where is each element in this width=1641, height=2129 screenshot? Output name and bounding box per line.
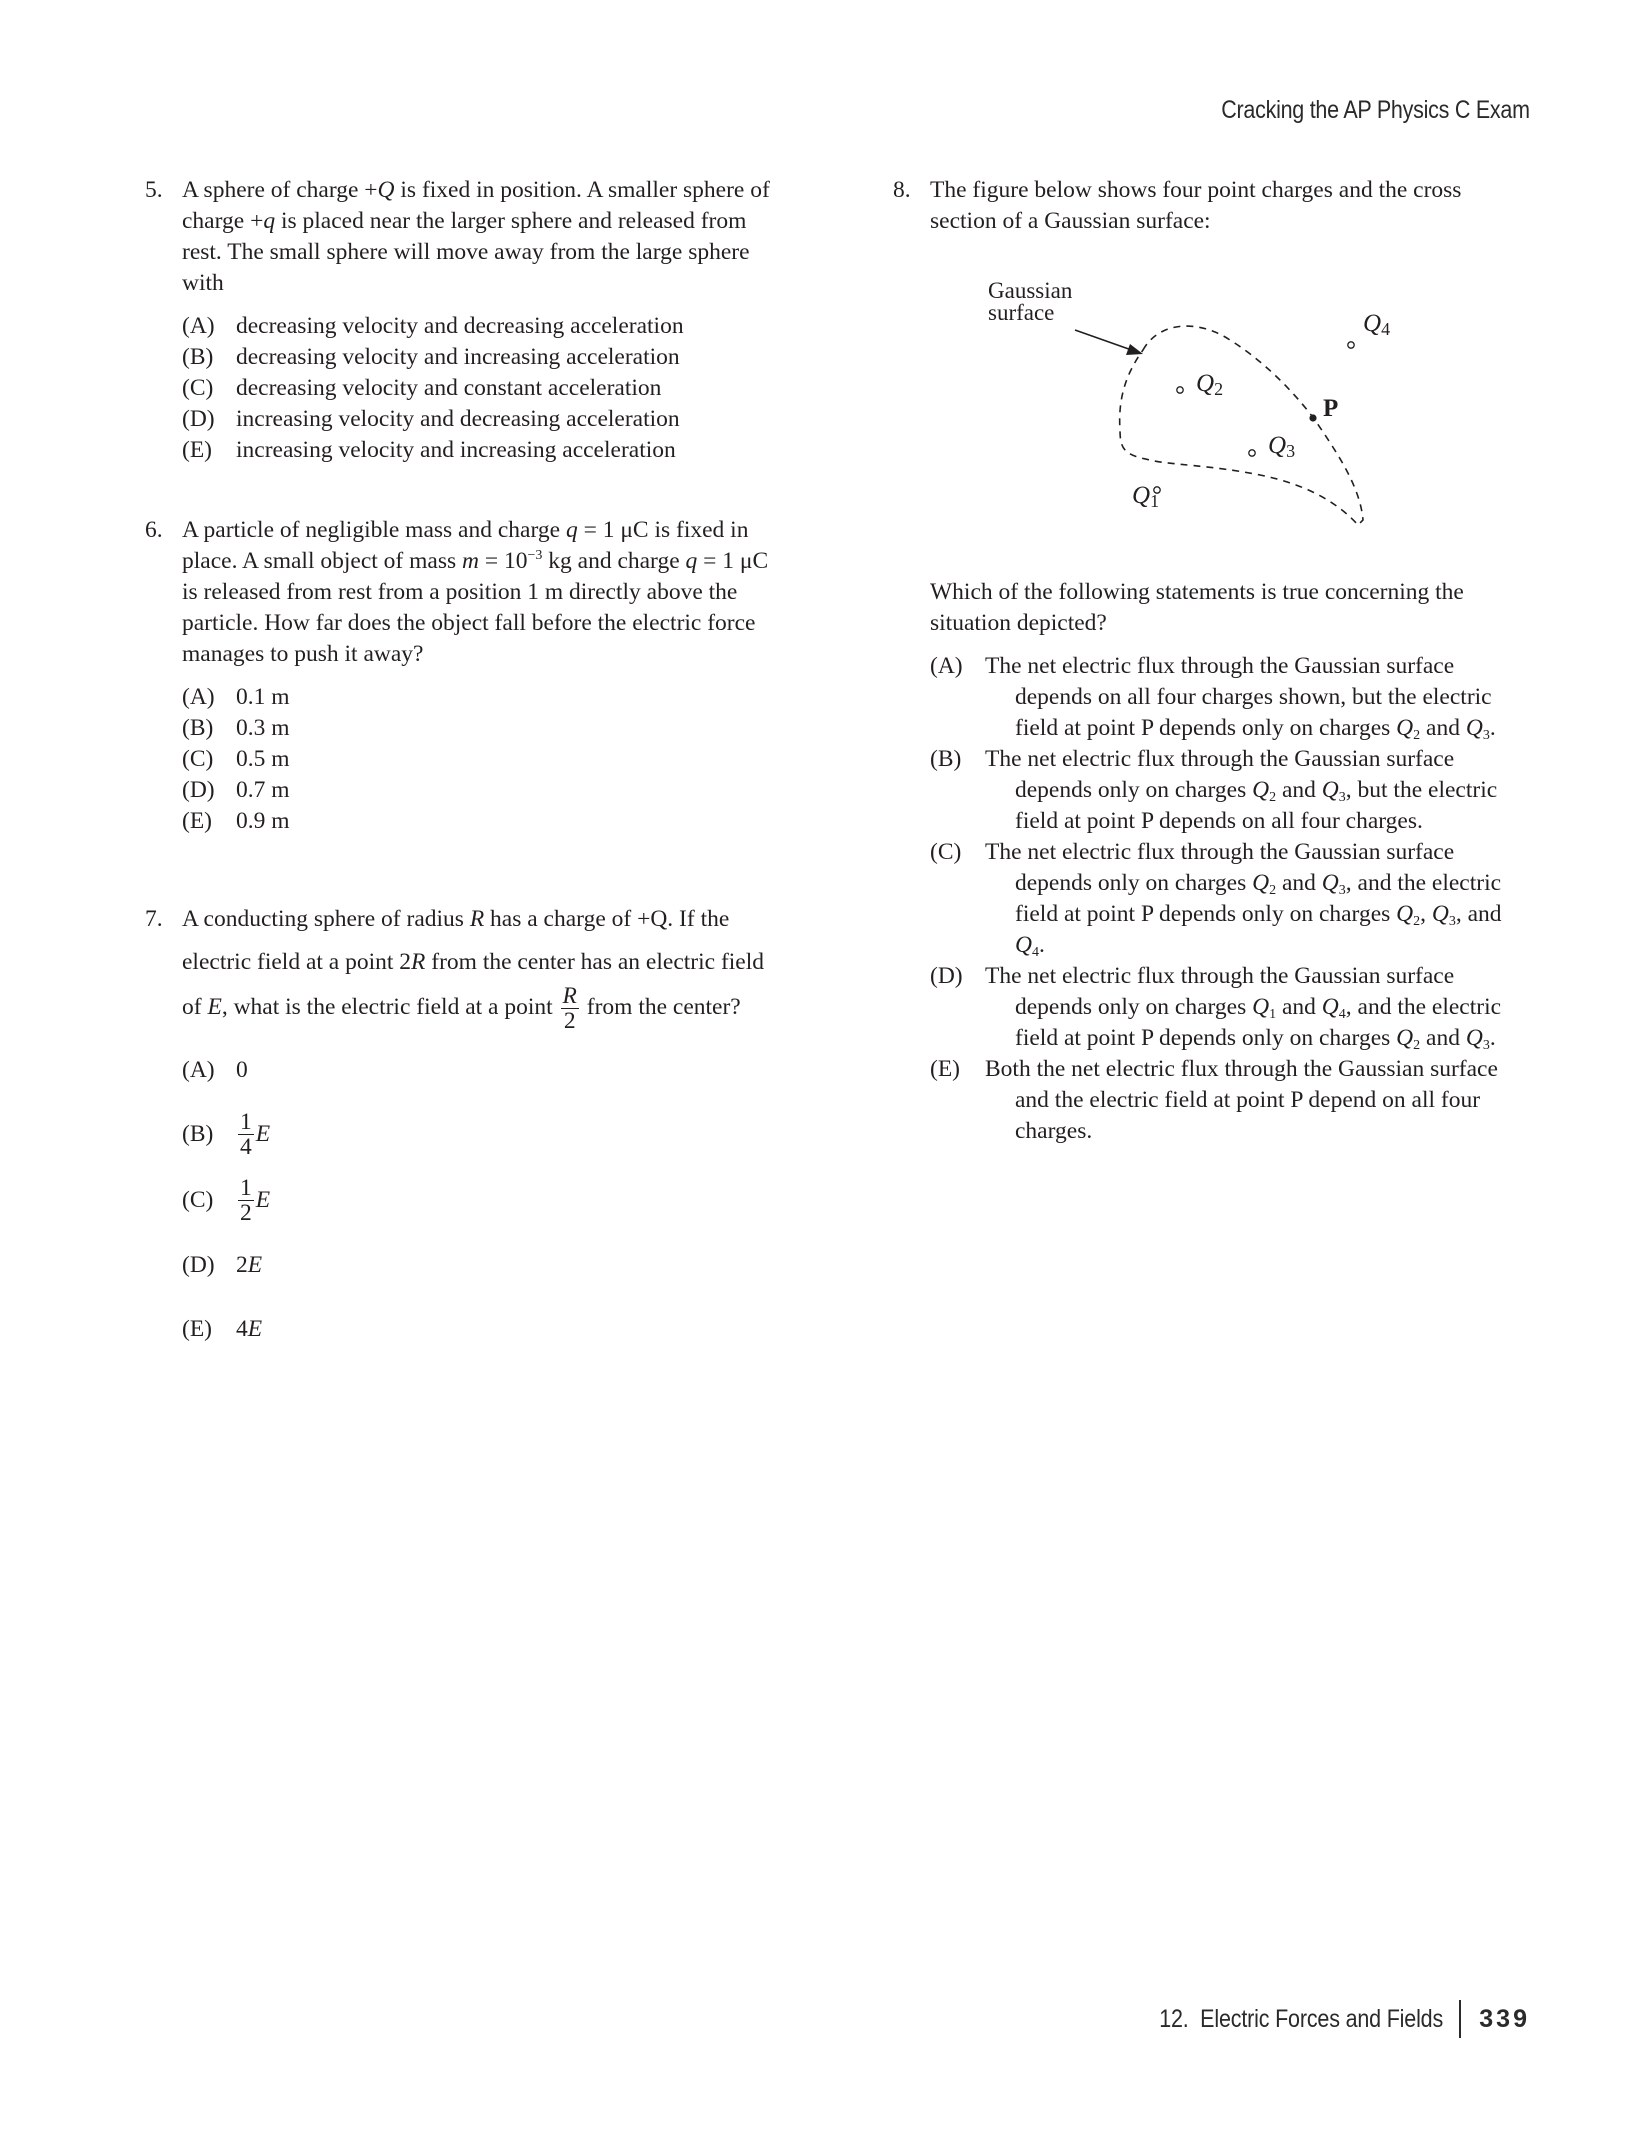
choice-a[interactable]	[182, 1039, 785, 1101]
charge-symbol: Q	[1465, 1025, 1483, 1051]
charge-subscript: 3	[1482, 728, 1490, 743]
choice-text: 0.5 m	[236, 746, 290, 772]
text: and	[1420, 1025, 1466, 1051]
text: The net electric flux through the Gaussian surface depends only on charges	[985, 963, 1455, 1020]
text: .	[1038, 932, 1045, 958]
answer-choices	[182, 1039, 785, 1361]
choice-e[interactable]	[182, 806, 785, 837]
text: and	[1420, 715, 1466, 741]
text: and	[1276, 994, 1322, 1020]
exponent: −3	[527, 548, 543, 563]
charge-symbol: Q	[1252, 870, 1270, 896]
choice-label: (A)	[182, 313, 215, 339]
coefficient: 2	[236, 1251, 248, 1278]
var-Q: Q	[377, 177, 395, 203]
text: , and the electric field at point P depends only on charges	[1015, 870, 1502, 927]
point-p-marker	[1309, 414, 1316, 421]
var-R: R	[411, 949, 426, 975]
text: , and	[1455, 901, 1502, 927]
choice-label: (C)	[930, 839, 962, 865]
numerator: R	[562, 983, 577, 1009]
choice-label: (E)	[930, 1056, 961, 1082]
fraction-r-over-2	[561, 984, 579, 1033]
gaussian-surface-callout	[988, 280, 1072, 324]
charge-q2-marker	[1177, 387, 1183, 393]
question-number: 5.	[145, 177, 163, 203]
label-q3	[1268, 432, 1295, 460]
choice-text: 0.3 m	[236, 715, 290, 741]
choice-label: (B)	[182, 1120, 214, 1147]
choice-text	[985, 744, 1530, 837]
numerator: 1	[240, 1174, 252, 1201]
var-R: R	[469, 906, 485, 932]
question-stem	[182, 898, 785, 1033]
choice-b[interactable]	[182, 342, 785, 373]
denominator: 2	[563, 1008, 576, 1034]
choice-text	[985, 651, 1530, 744]
denominator: 4	[240, 1133, 252, 1160]
choice-d[interactable]	[182, 775, 785, 806]
question-stem	[182, 175, 785, 299]
charge-symbol: Q	[1321, 994, 1339, 1020]
choice-label: (D)	[930, 963, 963, 989]
charge-symbol: Q	[1015, 932, 1032, 958]
question-stem	[182, 515, 785, 670]
answer-choices	[182, 682, 785, 837]
question-number: 7.	[145, 906, 163, 932]
var-q: q	[565, 517, 578, 543]
charge-subscript: 3	[1338, 883, 1346, 898]
choice-text	[985, 961, 1530, 1054]
choice-label: (D)	[182, 406, 215, 432]
text: .	[1489, 715, 1496, 741]
charge-symbol: Q	[1252, 777, 1270, 803]
choice-label: (B)	[930, 746, 962, 772]
denominator: 2	[240, 1199, 252, 1226]
var-q: q	[263, 208, 276, 234]
callout-line-2: surface	[988, 300, 1055, 325]
choice-label: (C)	[182, 746, 214, 772]
stem-text: from the center?	[580, 993, 741, 1020]
charge-symbol: Q	[1321, 777, 1339, 803]
stem-text: kg and charge	[542, 548, 686, 574]
stem-text: A sphere of charge +	[182, 177, 378, 203]
choice-label: (D)	[182, 1251, 215, 1278]
choice-c[interactable]	[182, 1167, 785, 1233]
choice-d[interactable]	[182, 404, 785, 435]
question-5	[145, 175, 785, 466]
charge-subscript: 3	[1338, 790, 1346, 805]
var-E: E	[247, 1315, 263, 1342]
charge-symbol: Q	[1431, 901, 1449, 927]
stem-text: A particle of negligible mass and charge	[182, 517, 566, 543]
stem-text: = 10	[478, 548, 528, 574]
numerator: 1	[240, 1108, 252, 1135]
stem-text: A conducting sphere of radius	[182, 906, 470, 932]
text: The net electric flux through the Gaussian surface depends only on charges	[985, 839, 1455, 896]
callout-line-1: Gaussian	[988, 278, 1073, 303]
question-6	[145, 515, 785, 837]
text: , and the electric field at point P depends only on charges	[1015, 994, 1502, 1051]
arrow-head-icon	[1126, 344, 1143, 355]
stem-text: , what is the electric field at a point	[221, 993, 559, 1020]
choice-d[interactable]	[182, 1233, 785, 1297]
choice-text: 0.7 m	[236, 777, 290, 803]
page-footer	[1113, 2000, 1530, 2038]
choice-label: (E)	[182, 1315, 213, 1342]
stem-text: from the center has an electric field of	[182, 949, 765, 1020]
text: The net electric flux through the Gaussian surface depends only on charges	[985, 746, 1455, 803]
choice-label: (E)	[182, 437, 213, 463]
choice-b[interactable]	[930, 744, 1530, 837]
choice-label: (B)	[182, 344, 214, 370]
question-stem: The figure below shows four point charges and the cross section of a Gaussian surface:	[930, 177, 1462, 234]
charge-subscript: 3	[1286, 441, 1296, 461]
choice-text	[985, 837, 1530, 961]
choice-text: increasing velocity and decreasing acceleration	[236, 406, 680, 432]
charge-subscript: 3	[1448, 914, 1456, 929]
choice-text: Both the net electric flux through the Gaussian surface and the electric field at point P depend on all four charges.	[985, 1056, 1498, 1144]
charge-symbol: Q	[1196, 370, 1215, 397]
choice-label: (E)	[182, 808, 213, 834]
charge-symbol: Q	[1321, 870, 1339, 896]
stem-text: is placed near the larger sphere and released from rest. The small sphere will move away from the large sphere with	[182, 208, 750, 296]
chapter-title: 12. Electric Forces and Fields	[1159, 2004, 1444, 2033]
charge-subscript: 2	[1413, 728, 1421, 743]
charge-symbol: Q	[1396, 1025, 1414, 1051]
running-head: Cracking the AP Physics C Exam	[1221, 96, 1530, 124]
choice-label: (A)	[182, 684, 215, 710]
choice-label: (C)	[182, 375, 214, 401]
question-number: 6.	[145, 517, 163, 543]
choice-label: (A)	[182, 1056, 215, 1083]
charge-symbol: Q	[1396, 901, 1414, 927]
choice-c[interactable]	[930, 837, 1530, 961]
fraction	[238, 1176, 254, 1225]
var-E: E	[247, 1251, 263, 1278]
choice-text: decreasing velocity and constant acceleration	[236, 375, 662, 401]
page-number: 339	[1479, 2004, 1530, 2033]
charge-subscript: 2	[1269, 883, 1277, 898]
choice-b[interactable]	[182, 1101, 785, 1167]
choice-text: decreasing velocity and decreasing acceleration	[236, 313, 684, 339]
charge-symbol: Q	[1252, 994, 1270, 1020]
answer-choices	[182, 311, 785, 466]
charge-symbol: Q	[1132, 482, 1151, 509]
choice-a[interactable]	[182, 682, 785, 713]
text: ,	[1420, 901, 1432, 927]
charge-subscript: 2	[1413, 1038, 1421, 1053]
choice-label: (C)	[182, 1186, 214, 1213]
charge-q4-marker	[1348, 342, 1354, 348]
choice-text: increasing velocity and increasing acceleration	[236, 437, 676, 463]
choice-text: 0.1 m	[236, 684, 290, 710]
label-point-p: P	[1323, 395, 1339, 422]
choice-text: decreasing velocity and increasing acceleration	[236, 344, 680, 370]
text: The net electric flux through the Gaussian surface depends on all four charges shown, but the electric field at point P depends only on charges	[985, 653, 1492, 741]
choice-d[interactable]	[930, 961, 1530, 1054]
charge-subscript: 4	[1031, 945, 1039, 960]
charge-subscript: 4	[1381, 319, 1391, 339]
charge-subscript: 2	[1413, 914, 1421, 929]
question-prompt: Which of the following statements is true concerning the situation depicted?	[930, 579, 1464, 636]
charge-symbol: Q	[1396, 715, 1414, 741]
choice-text: 0.9 m	[236, 808, 290, 834]
choice-a[interactable]	[182, 311, 785, 342]
choice-label: (B)	[182, 715, 214, 741]
text: .	[1489, 1025, 1496, 1051]
var-q: q	[685, 548, 698, 574]
var-m: m	[461, 548, 479, 574]
question-number: 8.	[893, 177, 911, 203]
choice-label: (A)	[930, 653, 963, 679]
text: , but the electric field at point P depends on all four charges.	[1015, 777, 1498, 834]
question-7	[145, 898, 785, 1361]
answer-choices	[930, 651, 1530, 1147]
charge-subscript: 1	[1269, 1007, 1277, 1022]
text: and	[1276, 870, 1322, 896]
gaussian-surface-figure	[960, 270, 1391, 540]
question-8-body	[930, 577, 1530, 1147]
label-q4	[1363, 310, 1390, 338]
charge-subscript: 1	[1150, 491, 1160, 511]
footer-divider	[1459, 2000, 1461, 2038]
stem-text: has a charge of +Q. If the electric field at a point 2	[182, 906, 730, 975]
choice-c[interactable]	[182, 373, 785, 404]
choice-e[interactable]	[930, 1054, 1530, 1147]
stem-text: = 1 μC is fixed in place. A small object of mass	[182, 517, 749, 574]
question-8	[893, 175, 1523, 237]
charge-subscript: 2	[1269, 790, 1277, 805]
charge-subscript: 3	[1482, 1038, 1490, 1053]
choice-e[interactable]	[182, 1297, 785, 1361]
var-E: E	[255, 1120, 271, 1147]
text: and	[1276, 777, 1322, 803]
charge-symbol: Q	[1465, 715, 1483, 741]
choice-label: (D)	[182, 777, 215, 803]
fraction	[238, 1110, 254, 1159]
choice-c[interactable]	[182, 744, 785, 775]
charge-subscript: 4	[1338, 1007, 1346, 1022]
label-q1	[1132, 482, 1159, 510]
var-E: E	[207, 993, 222, 1020]
choice-a[interactable]	[930, 651, 1530, 744]
choice-e[interactable]	[182, 435, 785, 466]
stem-text: = 1 μC is released from rest from a position 1 m directly above the particle. How far does the object fall before the electric force manages to push it away?	[182, 548, 769, 667]
charge-q3-marker	[1249, 450, 1255, 456]
var-E: E	[255, 1186, 271, 1213]
charge-symbol: Q	[1363, 310, 1382, 337]
stem-text: is fixed in position. A smaller sphere of charge +	[182, 177, 770, 234]
choice-text: 0	[236, 1056, 248, 1083]
label-q2	[1196, 370, 1223, 398]
choice-b[interactable]	[182, 713, 785, 744]
charge-subscript: 2	[1214, 379, 1224, 399]
coefficient: 4	[236, 1315, 248, 1342]
charge-symbol: Q	[1268, 432, 1287, 459]
